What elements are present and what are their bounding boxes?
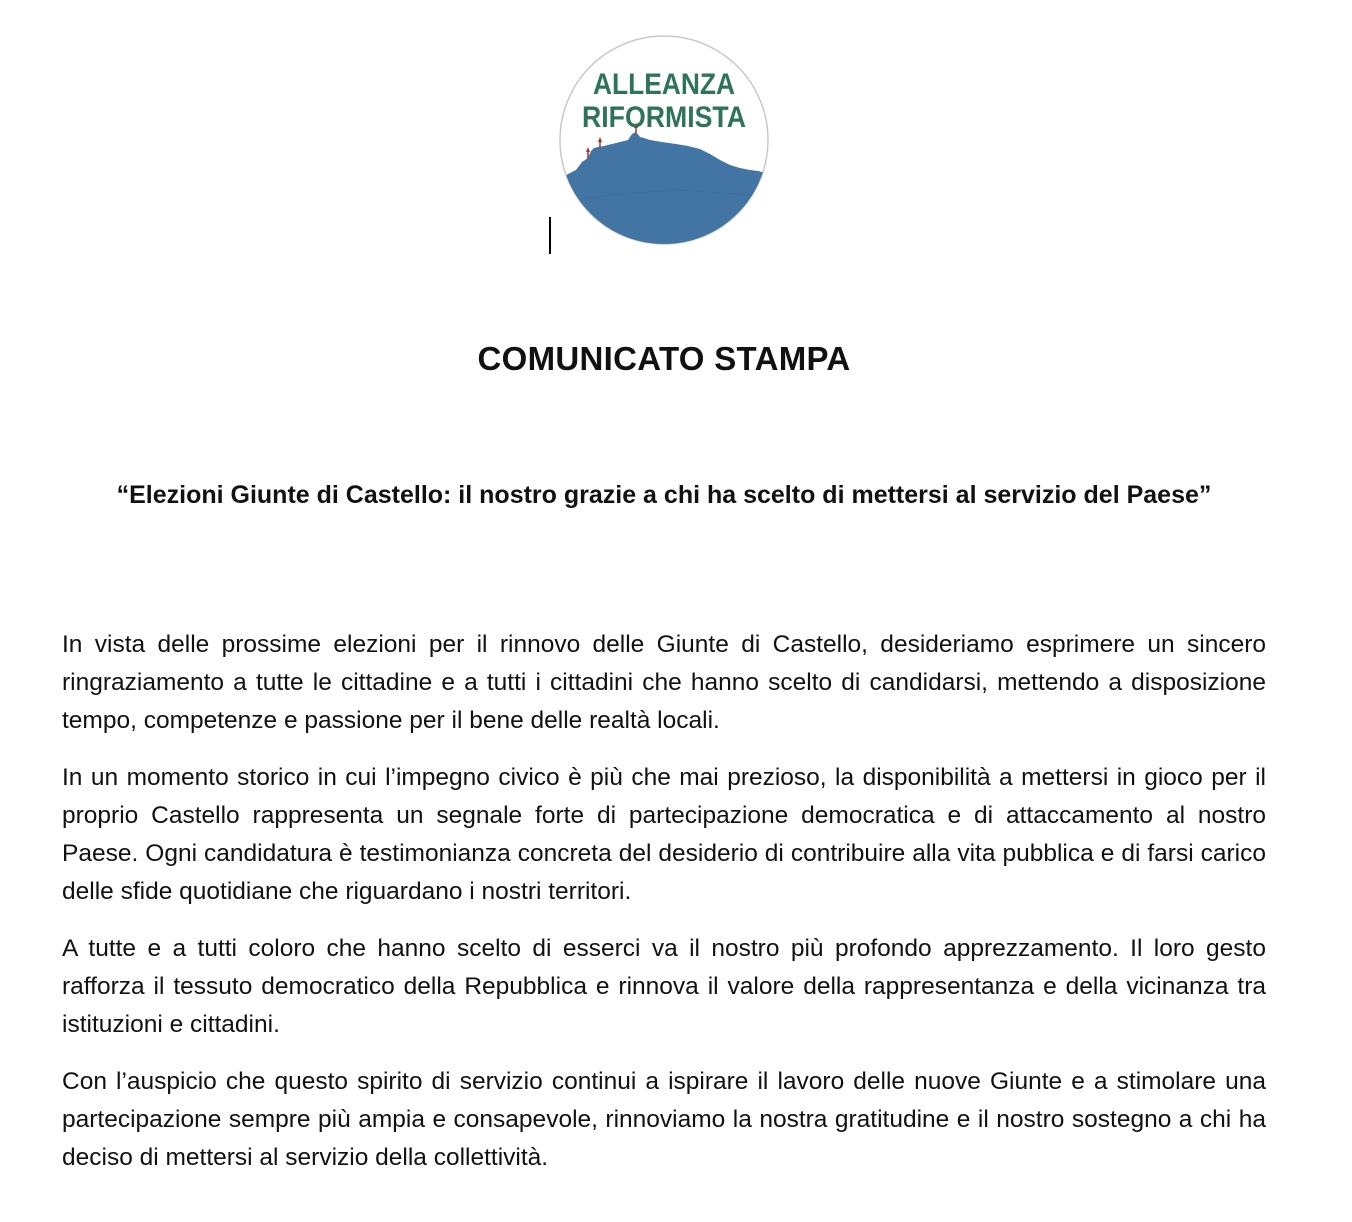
body-paragraph: In un momento storico in cui l’impegno civico è più che mai prezioso, la disponibilità a mettersi in gioco per il proprio Castello rappresenta un segnale forte di partecipazione democratica e di attaccamento al nostro Paese. Ogni candidatura è testimonianza concreta del desiderio di contribuire alla vita pubblica e di farsi carico delle sfide quotidiane che riguardano i nostri territori. <box>62 764 1266 905</box>
page-title: COMUNICATO STAMPA <box>477 340 851 377</box>
text-cursor <box>549 217 551 254</box>
body-paragraph: In vista delle prossime elezioni per il rinnovo delle Giunte di Castello, desideriamo esprimere un sincero ringraziamento a tutte le cittadine e a tutti i cittadini che hanno scelto di candidarsi, mettendo a disposizione tempo, competenze e passione per il bene delle realtà locali. <box>62 631 1266 734</box>
press-release-headline: “Elezioni Giunte di Castello: il nostro grazie a chi ha scelto di mettersi al servizio del Paese” <box>116 481 1212 509</box>
press-release-body <box>62 626 1266 1196</box>
body-paragraph: Con l’auspicio che questo spirito di servizio continui a ispirare il lavoro delle nuove Giunte e a stimolare una partecipazione sempre più ampia e consapevole, rinnoviamo la nostra gratitudine e il nostro sostegno a chi ha deciso di mettersi al servizio della collettività. <box>62 1068 1266 1171</box>
logo-line-2: RIFORMISTA <box>582 101 746 134</box>
body-paragraph: A tutte e a tutti coloro che hanno scelto di esserci va il nostro più profondo apprezzamento. Il loro gesto rafforza il tessuto democratico della Repubblica e rinnova il valore della rappresentanza e della vicinanza tra istituzioni e cittadini. <box>62 935 1266 1038</box>
party-logo-emblem <box>558 34 770 246</box>
logo-line-1: ALLEANZA <box>593 68 735 101</box>
party-logo <box>558 34 770 246</box>
